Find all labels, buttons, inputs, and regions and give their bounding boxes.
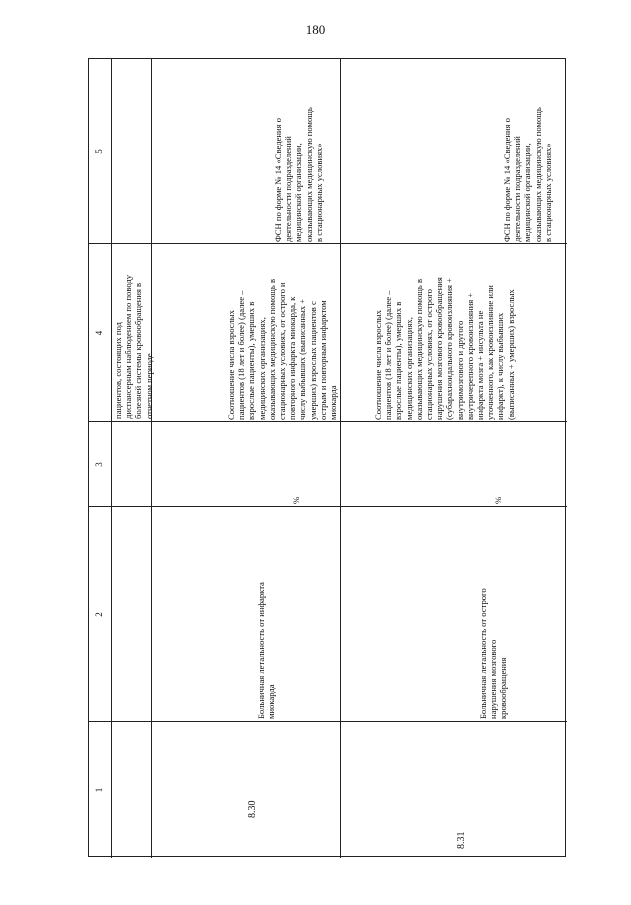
row-831-name: Больничная летальность от острого нарушения мозгового кровообращения [478,588,509,719]
row-830-source: ФСН по форме № 14 «Сведения о деятельности подразделений медицинской организации, оказывающих медицинскую помощь в стационарных условиях» [273,107,324,242]
row-831-number-cell [341,722,567,858]
row-a-cell-5 [112,59,152,244]
header-label-4: 4 [94,330,104,336]
page-number: 180 [305,22,326,37]
row-830-unit-cell [152,422,341,507]
row-831-source-cell [341,59,567,244]
header-label-3: 3 [94,462,104,467]
row-830-unit: % [291,496,301,504]
header-cell-1 [89,722,112,858]
row-a-description: пациентов, состоящих под диспансерным наблюдением по поводу болезней системы кровообращения в отчетном периоде [113,274,154,419]
row-830-number-cell [152,722,341,858]
row-831-name-cell [341,507,567,722]
row-830-name: Больничная летальность от инфаркта миокарда [256,582,277,719]
row-a-cell-1 [112,722,152,858]
row-831-number: 8.31 [456,831,467,849]
row-830-description-cell [152,244,341,422]
row-830-description: Соотношение числа взрослых пациентов (18 лет и более) (далее – взрослые пациенты), умерших в медицинских организациях, оказывающих медицинскую помощь в стационарных условиях, от острого и повторного инфаркта миокарда, к числу выбывших (выписанных + умерших) взрослых пациентов с острым и повторным инфарктом миокарда [226,278,339,420]
row-831-description: Соотношение числа взрослых пациентов (18 лет и более) (далее – взрослые пациенты), умерших в медицинских организациях, оказывающих медицинскую помощь в стационарных условиях, от острого нарушения мозгового кровообращения (субарахноидального кровоизлияния + внутримозгового и другого внутричерепного кровоизлияния + инфаркта мозга + инсульта не уточненного, как кровоизлияние или инфаркт), к числу выбывших (выписанных + умерших) взрослых [373,277,516,420]
indicator-table [88,58,566,857]
row-a-cell-2 [112,507,152,722]
row-831-unit-cell [341,422,567,507]
row-831-unit: % [493,496,503,504]
header-cell-2 [89,507,112,722]
header-cell-5 [89,59,112,244]
row-831-description-cell [341,244,567,422]
header-label-5: 5 [94,149,104,154]
header-label-2: 2 [94,612,104,617]
row-830-number: 8.30 [247,800,258,818]
header-label-1: 1 [94,787,104,793]
row-a-cell-3 [112,422,152,507]
row-830-source-cell [152,59,341,244]
header-cell-4 [89,244,112,422]
row-a-cell-4 [112,244,152,422]
row-831-source: ФСН по форме № 14 «Сведения о деятельности подразделений медицинской организации, оказывающих медицинскую помощь в стационарных условиях» [502,107,553,242]
row-830-name-cell [152,507,341,722]
header-cell-3 [89,422,112,507]
